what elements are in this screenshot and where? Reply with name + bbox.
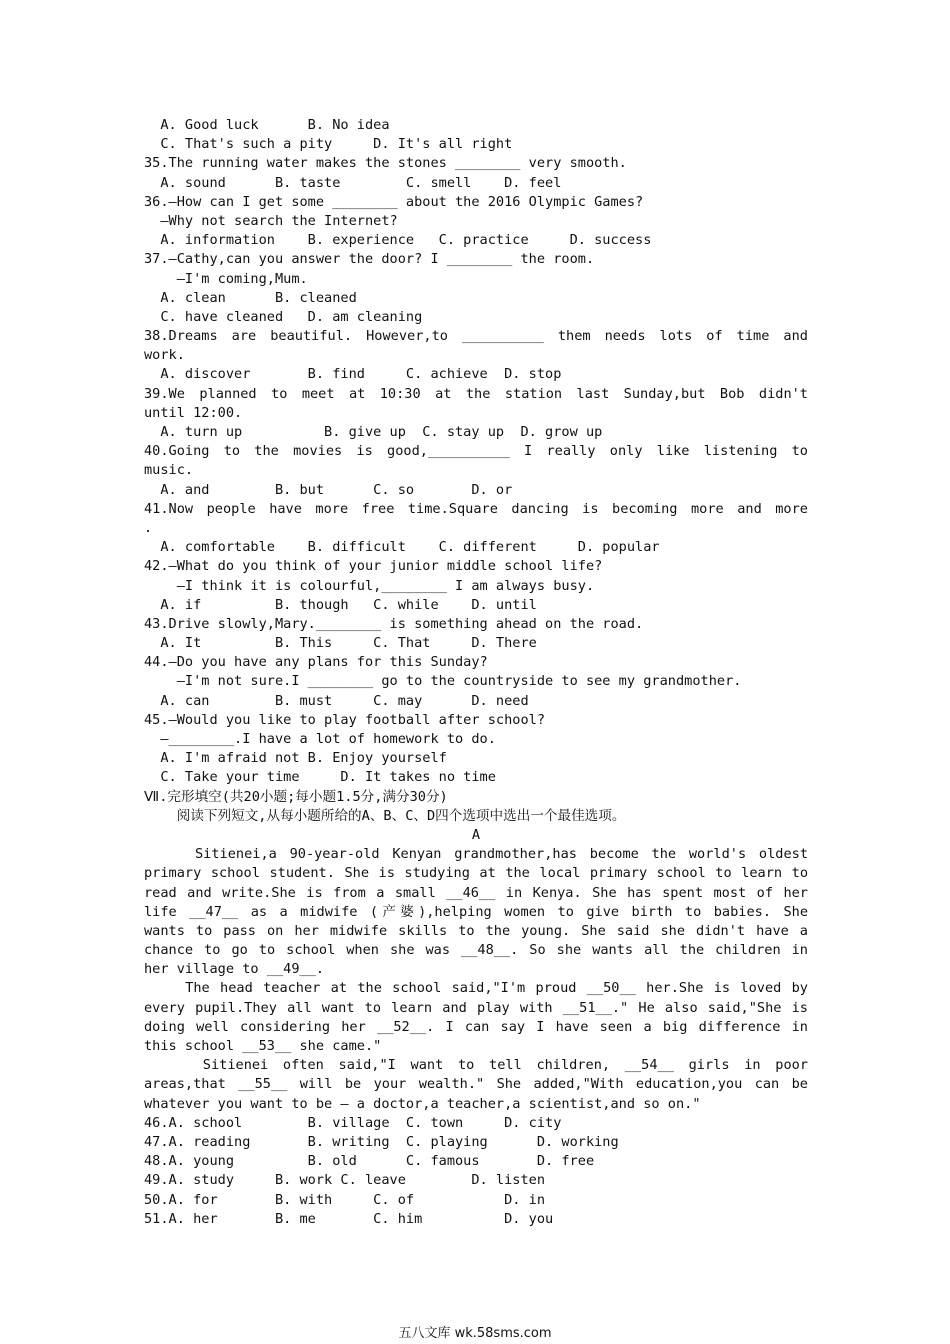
text-line: A. and B. but C. so D. or [144, 481, 513, 498]
section-heading: Ⅶ.完形填空(共20小题;每小题1.5分,满分30分) [144, 788, 448, 805]
passage-line: her village to __49__. [144, 961, 325, 978]
passage-label: A [471, 826, 481, 843]
text-line: until 12:00. [144, 404, 243, 421]
text-line: A. information B. experience C. practice D. success [144, 232, 652, 249]
text-line: A. It B. This C. That D. There [144, 635, 537, 652]
question-39: 39.We planned to meet at 10:30 at the station last Sunday,but Bob didn't [144, 385, 808, 402]
option-row-51: 51.A. her B. me C. him D. you [144, 1210, 554, 1227]
question-40: 40.Going to the movies is good,__________ I really only like listening to [144, 443, 808, 460]
passage [144, 845, 808, 1114]
passage-line: primary school student. She is studying at the local primary school to learn to [144, 865, 808, 882]
cloze-options [144, 1114, 808, 1229]
passage-line: wants to pass on her midwife skills to the young. She said she didn't have a [144, 922, 808, 939]
text-line: A. turn up B. give up C. stay up D. grow up [144, 424, 603, 440]
question-36: 36.—How can I get some ________ about the 2016 Olympic Games? [144, 193, 644, 210]
passage-line: chance to go to school when she was __48__. So she wants all the children in [144, 942, 808, 959]
option-row-50: 50.A. for B. with C. of D. in [144, 1191, 546, 1208]
question-41: 41.Now people have more free time.Square dancing is becoming more and more [144, 500, 808, 517]
text-line: music. [144, 462, 194, 479]
option-row-47: 47.A. reading B. writing C. playing D. working [144, 1133, 619, 1150]
question-35: 35.The running water makes the stones ________ very smooth. [144, 155, 627, 172]
question-42: 42.—What do you think of your junior middle school life? [144, 558, 603, 575]
passage-line: read and write.She is from a small __46__ in Kenya. She has spent most of her [144, 884, 808, 901]
text-line: A. discover B. find C. achieve D. stop [144, 366, 562, 383]
passage-line: whatever you want to be — a doctor,a teacher,a scientist,and so on." [144, 1095, 701, 1112]
passage-line: life __47__ as a midwife (产婆),helping women to give birth to babies. She [144, 903, 808, 920]
text-line: A. clean B. cleaned [144, 289, 357, 306]
passage-line: this school __53__ she came." [144, 1038, 382, 1054]
section-instructions: 阅读下列短文,从每小题所给的A、B、C、D四个选项中选出一个最佳选项。 [144, 807, 626, 824]
text-line: A. I'm afraid not B. Enjoy yourself [144, 750, 447, 767]
text-line: . [144, 519, 153, 536]
text-line: —I'm coming,Mum. [144, 270, 308, 287]
question-45: 45.—Would you like to play football after school? [144, 711, 546, 728]
option-row-46: 46.A. school B. village C. town D. city [144, 1114, 562, 1131]
cloze-section [144, 788, 808, 1229]
exam-page [144, 116, 808, 1229]
passage-line: The head teacher at the school said,"I'm proud __50__ her.She is loved by [144, 980, 808, 997]
text-line: C. have cleaned D. am cleaning [144, 308, 423, 325]
question-44: 44.—Do you have any plans for this Sunday? [144, 654, 488, 671]
text-line: A. sound B. taste C. smell D. feel [144, 174, 562, 191]
passage-line: Sitienei,a 90-year-old Kenyan grandmother,has become the world's oldest [144, 846, 808, 863]
question-38: 38.Dreams are beautiful. However,to __________ them needs lots of time and [144, 328, 808, 345]
question-37: 37.—Cathy,can you answer the door? I ________ the room. [144, 251, 595, 268]
text-line: —I'm not sure.I ________ go to the countryside to see my grandmother. [144, 673, 742, 690]
question-43: 43.Drive slowly,Mary.________ is something ahead on the road. [144, 615, 644, 632]
passage-line: every pupil.They all want to learn and play with __51__." He also said,"She is [144, 999, 808, 1016]
text-line: A. can B. must C. may D. need [144, 692, 529, 709]
option-row-48: 48.A. young B. old C. famous D. free [144, 1153, 595, 1170]
passage-line: areas,that __55__ will be your wealth." She added,"With education,you can be [144, 1076, 808, 1093]
passage-line: doing well considering her __52__. I can say I have seen a big difference in [144, 1018, 808, 1035]
passage-line: Sitienei often said,"I want to tell children, __54__ girls in poor [144, 1057, 808, 1074]
text-line: C. Take your time D. It takes no time [144, 769, 496, 786]
option-row-49: 49.A. study B. work C. leave D. listen [144, 1172, 546, 1189]
text-line: A. if B. though C. while D. until [144, 596, 537, 613]
text-line: —Why not search the Internet? [144, 212, 398, 229]
text-line: —I think it is colourful,________ I am always busy. [144, 577, 595, 594]
text-line: —________.I have a lot of homework to do. [144, 731, 496, 747]
text-line: A. comfortable B. difficult C. different D. popular [144, 539, 660, 556]
multiple-choice-section [144, 116, 808, 788]
text-line: A. Good luck B. No idea [144, 117, 390, 133]
text-line: C. That's such a pity D. It's all right [144, 136, 513, 153]
text-line: work. [144, 347, 185, 364]
footer-watermark: 五八文库 wk.58sms.com [398, 1326, 552, 1341]
